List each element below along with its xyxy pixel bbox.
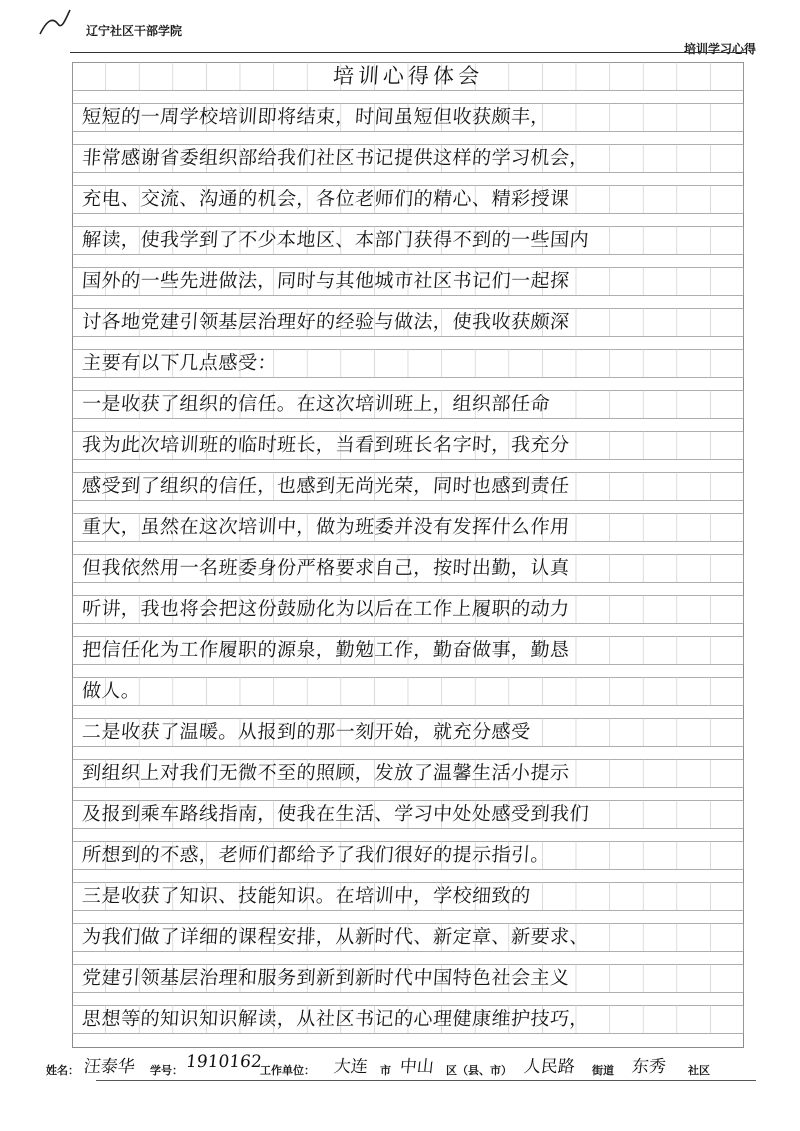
essay-grid xyxy=(72,62,744,1048)
district-label: 区（县、市） xyxy=(446,1064,512,1077)
essay-line: 我为此次培训班的临时班长，当看到班长名字时，我充分 xyxy=(81,434,571,456)
student-id-label: 学号： xyxy=(150,1064,183,1077)
essay-line: 重大，虽然在这次培训中，做为班委并没有发挥什么作用 xyxy=(81,516,571,538)
essay-line: 二是收获了温暖。从报到的那一刻开始，就充分感受 xyxy=(81,721,532,743)
essay-line: 一是收获了组织的信任。在这次培训班上，组织部任命 xyxy=(81,393,551,415)
student-id-value: 1910162 xyxy=(184,1052,263,1072)
name-value: 汪泰华 xyxy=(82,1057,136,1077)
scan-corner-mark xyxy=(36,8,76,38)
city-value: 大连 xyxy=(332,1057,369,1077)
essay-line: 非常感谢省委组织部给我们社区书记提供这样的学习机会， xyxy=(81,147,590,169)
city-label: 市 xyxy=(380,1064,391,1077)
essay-line: 感受到了组织的信任，也感到无尚光荣，同时也感到责任 xyxy=(81,475,571,497)
essay-line: 解读，使我学到了不少本地区、本部门获得不到的一些国内 xyxy=(81,229,590,251)
footer-rule xyxy=(96,1080,756,1081)
essay-line: 为我们做了详细的课程安排，从新时代、新定章、新要求、 xyxy=(81,926,590,948)
essay-title: 培训心得体会 xyxy=(332,64,484,88)
essay-line: 把信任化为工作履职的源泉，勤勉工作，勤奋做事，勤恳 xyxy=(81,639,571,661)
essay-line: 三是收获了知识、技能知识。在培训中，学校细致的 xyxy=(81,885,532,907)
essay-line: 思想等的知识知识解读，从社区书记的心理健康维护技巧， xyxy=(81,1008,590,1030)
essay-line: 主要有以下几点感受： xyxy=(81,352,278,374)
essay-line: 短短的一周学校培训即将结束，时间虽短但收获颇丰， xyxy=(81,106,551,128)
student-info-footer xyxy=(46,1052,766,1082)
essay-line: 到组织上对我们无微不至的照顾，发放了温馨生活小提示 xyxy=(81,762,571,784)
essay-line: 党建引领基层治理和服务到新到新时代中国特色社会主义 xyxy=(81,967,571,989)
essay-line: 听讲，我也将会把这份鼓励化为以后在工作上履职的动力 xyxy=(81,598,571,620)
street-label: 街道 xyxy=(592,1064,614,1077)
essay-line: 做人。 xyxy=(81,680,142,702)
essay-line: 充电、交流、沟通的机会，各位老师们的精心、精彩授课 xyxy=(81,188,571,210)
essay-line: 讨各地党建引领基层治理好的经验与做法，使我收获颇深 xyxy=(81,311,571,333)
essay-line: 所想到的不惑，老师们都给予了我们很好的提示指引。 xyxy=(81,844,551,866)
street-value: 人民路 xyxy=(522,1057,576,1077)
community-label: 社区 xyxy=(688,1064,710,1077)
community-value: 东秀 xyxy=(630,1057,667,1077)
essay-line: 及报到乘车路线指南，使我在生活、学习中处处感受到我们 xyxy=(81,803,590,825)
name-label: 姓名： xyxy=(46,1064,79,1077)
header-rule xyxy=(70,52,746,53)
essay-line: 但我依然用一名班委身份严格要求自己，按时出勤，认真 xyxy=(81,557,571,579)
institution-name: 辽宁社区干部学院 xyxy=(86,24,183,38)
workplace-label: 工作单位： xyxy=(260,1064,315,1077)
district-value: 中山 xyxy=(398,1057,435,1077)
document-type: 培训学习心得 xyxy=(683,42,756,56)
essay-line: 国外的一些先进做法，同时与其他城市社区书记们一起探 xyxy=(81,270,571,292)
